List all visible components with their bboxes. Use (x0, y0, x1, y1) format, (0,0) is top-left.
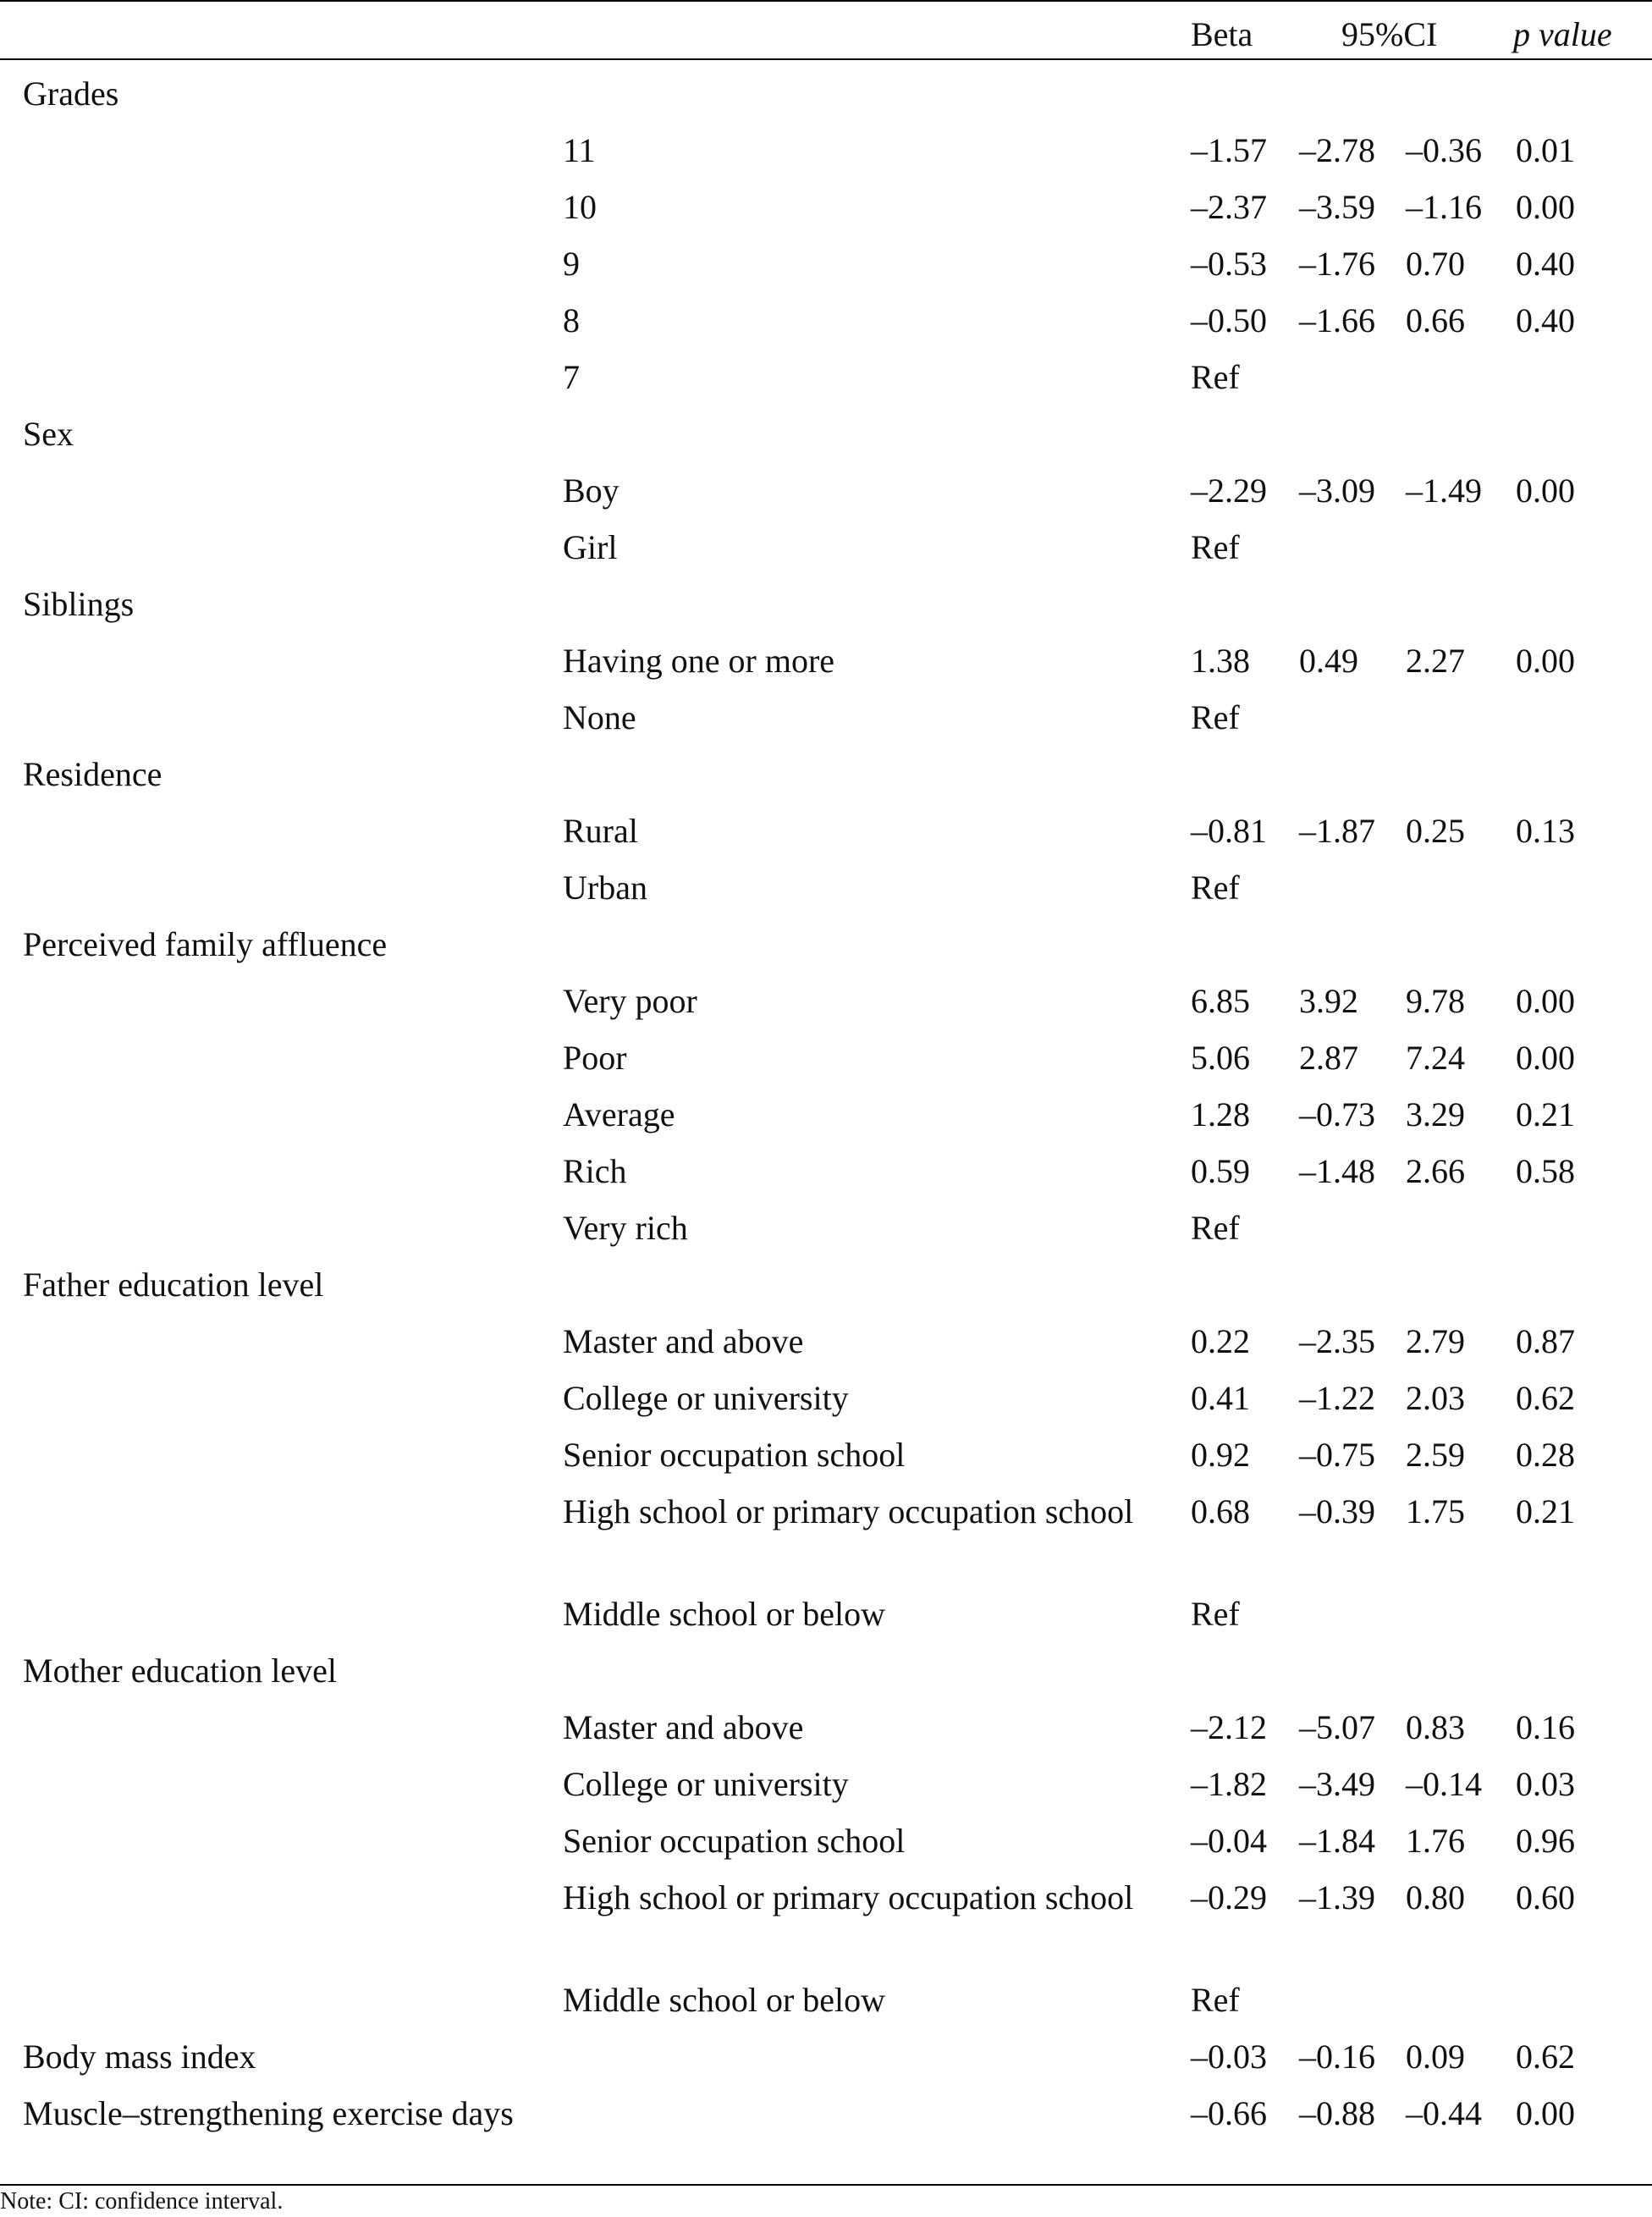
cell-p: 0.13 (1516, 812, 1575, 850)
header-rule (0, 58, 1652, 60)
cell-level: Girl (563, 528, 618, 566)
cell-level: High school or primary occupation school (563, 1492, 1134, 1530)
cell-beta: 0.92 (1191, 1436, 1250, 1474)
cell-level: College or university (563, 1379, 849, 1417)
cell-level: 8 (563, 301, 580, 339)
cell-p: 0.01 (1516, 131, 1575, 169)
cell-level: Average (563, 1095, 675, 1133)
cell-lo: –1.84 (1299, 1822, 1375, 1860)
cell-level: Poor (563, 1039, 627, 1077)
cell-hi: 2.66 (1406, 1152, 1465, 1190)
cell-p: 0.40 (1516, 245, 1575, 283)
cell-beta: 1.38 (1191, 642, 1250, 680)
cell-p: 0.03 (1516, 1765, 1575, 1803)
cell-hi: 0.80 (1406, 1878, 1465, 1916)
cell-hi: –1.49 (1406, 472, 1482, 510)
cell-beta: –2.37 (1191, 188, 1267, 226)
table-note: Note: CI: confidence interval. (0, 2188, 284, 2214)
cell-variable: Sex (23, 415, 74, 453)
cell-lo: –1.39 (1299, 1878, 1375, 1916)
top-rule (0, 0, 1652, 2)
cell-beta: Ref (1191, 358, 1240, 396)
cell-beta: –0.66 (1191, 2094, 1267, 2132)
cell-variable: Muscle–strengthening exercise days (23, 2094, 514, 2132)
cell-hi: 3.29 (1406, 1095, 1465, 1133)
cell-lo: –3.59 (1299, 188, 1375, 226)
cell-hi: 7.24 (1406, 1039, 1465, 1077)
cell-level: Master and above (563, 1708, 804, 1746)
cell-lo: –3.09 (1299, 472, 1375, 510)
cell-p: 0.21 (1516, 1095, 1575, 1133)
cell-p: 0.62 (1516, 1379, 1575, 1417)
cell-p: 0.00 (1516, 472, 1575, 510)
cell-hi: 1.76 (1406, 1822, 1465, 1860)
cell-level: Senior occupation school (563, 1822, 906, 1860)
cell-p: 0.58 (1516, 1152, 1575, 1190)
cell-hi: 1.75 (1406, 1492, 1465, 1530)
cell-beta: 0.59 (1191, 1152, 1250, 1190)
header-beta: Beta (1191, 15, 1253, 53)
cell-lo: –0.39 (1299, 1492, 1375, 1530)
cell-variable: Siblings (23, 585, 135, 623)
cell-hi: 2.27 (1406, 642, 1465, 680)
cell-p: 0.62 (1516, 2038, 1575, 2076)
cell-variable: Father education level (23, 1266, 324, 1304)
cell-p: 0.00 (1516, 642, 1575, 680)
cell-lo: –0.88 (1299, 2094, 1375, 2132)
cell-level: Boy (563, 472, 620, 510)
cell-beta: –0.03 (1191, 2038, 1267, 2076)
cell-lo: 2.87 (1299, 1039, 1358, 1077)
cell-lo: –0.73 (1299, 1095, 1375, 1133)
cell-p: 0.96 (1516, 1822, 1575, 1860)
cell-p: 0.60 (1516, 1878, 1575, 1916)
header-p-value: p value (1513, 15, 1612, 53)
cell-hi: –1.16 (1406, 188, 1482, 226)
cell-variable: Grades (23, 74, 119, 113)
cell-beta: 6.85 (1191, 982, 1250, 1020)
cell-hi: 9.78 (1406, 982, 1465, 1020)
cell-hi: 2.79 (1406, 1322, 1465, 1360)
cell-lo: –1.87 (1299, 812, 1375, 850)
cell-beta: 0.22 (1191, 1322, 1250, 1360)
cell-level: Very rich (563, 1209, 688, 1247)
cell-p: 0.16 (1516, 1708, 1575, 1746)
cell-level: Rural (563, 812, 638, 850)
cell-level: Rich (563, 1152, 627, 1190)
cell-beta: Ref (1191, 698, 1240, 736)
cell-beta: 0.68 (1191, 1492, 1250, 1530)
cell-level: High school or primary occupation school (563, 1878, 1134, 1916)
cell-beta: Ref (1191, 528, 1240, 566)
cell-p: 0.40 (1516, 301, 1575, 339)
cell-variable: Body mass index (23, 2038, 256, 2076)
cell-lo: –1.22 (1299, 1379, 1375, 1417)
cell-lo: –0.16 (1299, 2038, 1375, 2076)
cell-p: 0.87 (1516, 1322, 1575, 1360)
cell-lo: –1.48 (1299, 1152, 1375, 1190)
cell-level: Middle school or below (563, 1595, 886, 1633)
cell-hi: 0.25 (1406, 812, 1465, 850)
cell-hi: 0.09 (1406, 2038, 1465, 2076)
cell-beta: Ref (1191, 869, 1240, 907)
cell-hi: –0.36 (1406, 131, 1482, 169)
cell-beta: –0.29 (1191, 1878, 1267, 1916)
cell-lo: –1.76 (1299, 245, 1375, 283)
cell-level: College or university (563, 1765, 849, 1803)
cell-level: 7 (563, 358, 580, 396)
cell-beta: –0.53 (1191, 245, 1267, 283)
cell-variable: Residence (23, 755, 162, 793)
cell-beta: –0.50 (1191, 301, 1267, 339)
cell-beta: Ref (1191, 1981, 1240, 2019)
cell-level: Middle school or below (563, 1981, 886, 2019)
cell-p: 0.00 (1516, 2094, 1575, 2132)
cell-lo: 3.92 (1299, 982, 1358, 1020)
cell-level: 10 (563, 188, 597, 226)
cell-level: 9 (563, 245, 580, 283)
cell-p: 0.00 (1516, 1039, 1575, 1077)
cell-variable: Perceived family affluence (23, 925, 388, 963)
cell-level: Very poor (563, 982, 697, 1020)
cell-hi: 0.66 (1406, 301, 1465, 339)
cell-lo: –2.78 (1299, 131, 1375, 169)
cell-level: Urban (563, 869, 647, 907)
cell-hi: 0.70 (1406, 245, 1465, 283)
cell-beta: –2.29 (1191, 472, 1267, 510)
cell-beta: –0.04 (1191, 1822, 1267, 1860)
bottom-rule (0, 2184, 1652, 2186)
cell-p: 0.28 (1516, 1436, 1575, 1474)
cell-p: 0.21 (1516, 1492, 1575, 1530)
header-ci: 95%CI (1341, 15, 1438, 53)
cell-hi: 2.03 (1406, 1379, 1465, 1417)
cell-p: 0.00 (1516, 982, 1575, 1020)
cell-lo: 0.49 (1299, 642, 1358, 680)
cell-level: Having one or more (563, 642, 835, 680)
cell-level: 11 (563, 131, 596, 169)
cell-lo: –3.49 (1299, 1765, 1375, 1803)
cell-beta: –2.12 (1191, 1708, 1267, 1746)
cell-beta: 0.41 (1191, 1379, 1250, 1417)
cell-lo: –5.07 (1299, 1708, 1375, 1746)
cell-beta: 1.28 (1191, 1095, 1250, 1133)
cell-p: 0.00 (1516, 188, 1575, 226)
cell-variable: Mother education level (23, 1652, 337, 1690)
cell-lo: –2.35 (1299, 1322, 1375, 1360)
cell-beta: –0.81 (1191, 812, 1267, 850)
cell-beta: –1.82 (1191, 1765, 1267, 1803)
cell-beta: Ref (1191, 1209, 1240, 1247)
cell-beta: 5.06 (1191, 1039, 1250, 1077)
cell-lo: –0.75 (1299, 1436, 1375, 1474)
cell-hi: 2.59 (1406, 1436, 1465, 1474)
cell-hi: 0.83 (1406, 1708, 1465, 1746)
cell-beta: –1.57 (1191, 131, 1267, 169)
cell-level: None (563, 698, 636, 736)
cell-level: Master and above (563, 1322, 804, 1360)
cell-beta: Ref (1191, 1595, 1240, 1633)
cell-lo: –1.66 (1299, 301, 1375, 339)
cell-hi: –0.14 (1406, 1765, 1482, 1803)
cell-level: Senior occupation school (563, 1436, 906, 1474)
cell-hi: –0.44 (1406, 2094, 1482, 2132)
